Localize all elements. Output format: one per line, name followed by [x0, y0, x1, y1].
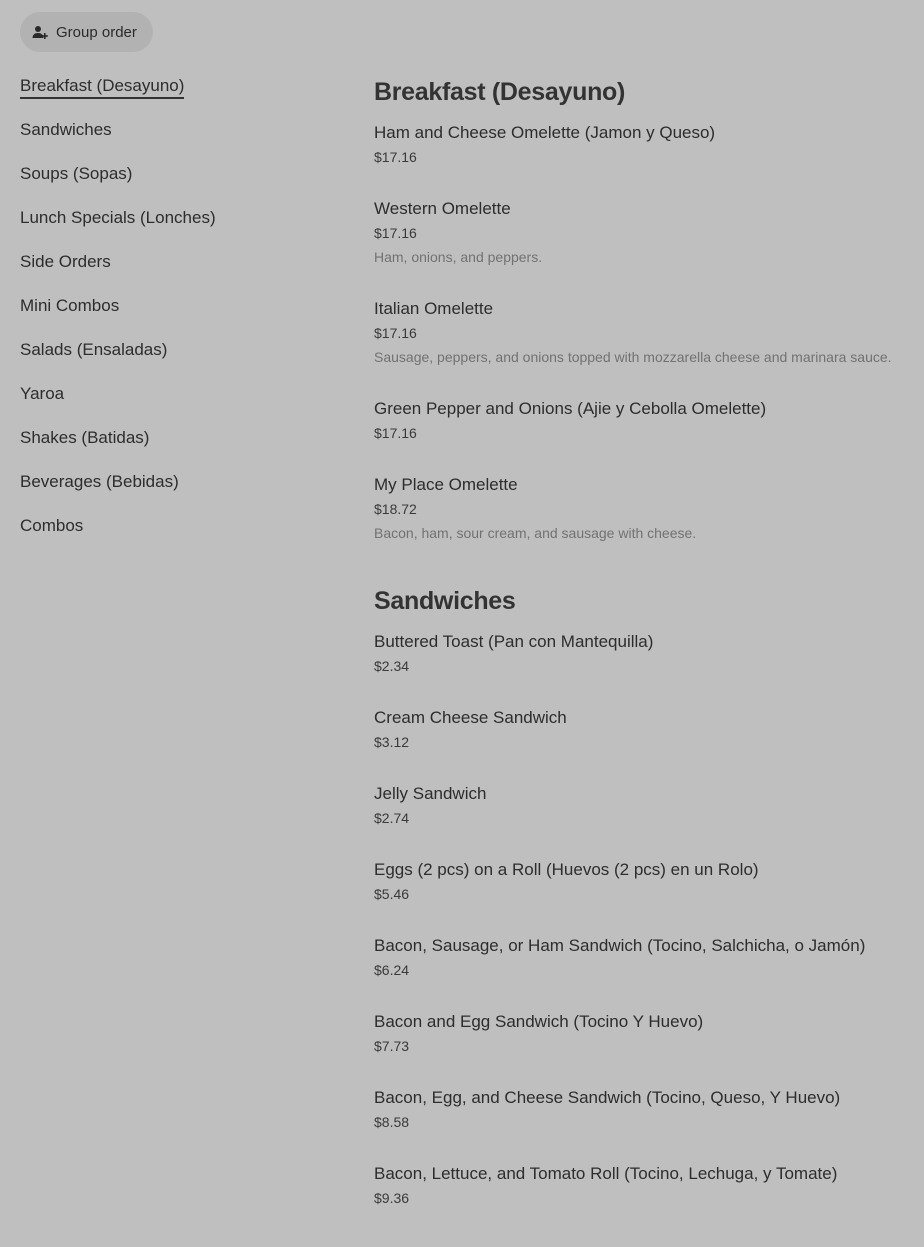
item-price: $17.16 — [374, 225, 417, 241]
menu-item[interactable] — [374, 466, 914, 543]
item-price: $2.34 — [374, 658, 410, 674]
item-price: $18.72 — [374, 501, 417, 517]
sidebar-item-shakes[interactable] — [20, 418, 340, 462]
sidebar-item-label: Side Orders — [20, 252, 111, 271]
sidebar-item-combos[interactable] — [20, 506, 340, 550]
item-name: Cream Cheese Sandwich — [374, 708, 567, 727]
item-description: Ham, onions, and peppers. — [374, 249, 543, 265]
item-price: $17.16 — [374, 149, 417, 165]
section-title: Breakfast (Desayuno) — [374, 78, 626, 106]
item-name: Eggs (2 pcs) on a Roll (Huevos (2 pcs) en un Rolo) — [374, 860, 759, 879]
sidebar-item-label: Shakes (Batidas) — [20, 428, 150, 447]
item-price: $17.16 — [374, 425, 417, 441]
sidebar-item-label: Mini Combos — [20, 296, 120, 315]
item-name: Ham and Cheese Omelette (Jamon y Queso) — [374, 123, 716, 142]
sidebar-item-label: Yaroa — [20, 384, 65, 403]
item-description: Bacon, ham, sour cream, and sausage with cheese. — [374, 525, 697, 541]
sidebar-item-label: Beverages (Bebidas) — [20, 472, 179, 491]
sidebar-item-label: Sandwiches — [20, 120, 112, 139]
menu-item[interactable] — [374, 114, 914, 167]
menu-item[interactable] — [374, 1155, 914, 1208]
sidebar-item-side-orders[interactable] — [20, 242, 340, 286]
item-name: Buttered Toast (Pan con Mantequilla) — [374, 632, 654, 651]
item-price: $6.24 — [374, 962, 410, 978]
menu-section-sandwiches — [374, 579, 914, 1208]
menu-item[interactable] — [374, 775, 914, 828]
item-price: $2.74 — [374, 810, 410, 826]
sidebar-item-label: Combos — [20, 516, 84, 535]
category-sidebar — [20, 66, 340, 550]
sidebar-item-label: Lunch Specials (Lonches) — [20, 208, 216, 227]
sidebar-item-yaroa[interactable] — [20, 374, 340, 418]
item-name: Jelly Sandwich — [374, 784, 487, 803]
item-name: Bacon, Egg, and Cheese Sandwich (Tocino, Queso, Y Huevo) — [374, 1088, 841, 1107]
item-price: $8.58 — [374, 1114, 410, 1130]
item-name: Bacon, Sausage, or Ham Sandwich (Tocino, Salchicha, o Jamón) — [374, 936, 866, 955]
menu-item[interactable] — [374, 1003, 914, 1056]
item-name: Bacon and Egg Sandwich (Tocino Y Huevo) — [374, 1012, 704, 1031]
person-add-icon — [32, 24, 48, 40]
sidebar-item-lunch-specials[interactable] — [20, 198, 340, 242]
item-name: Green Pepper and Onions (Ajie y Cebolla Omelette) — [374, 399, 767, 418]
sidebar-item-label: Soups (Sopas) — [20, 164, 133, 183]
item-name: Italian Omelette — [374, 299, 494, 318]
sidebar-item-label: Salads (Ensaladas) — [20, 340, 168, 359]
menu-item[interactable] — [374, 190, 914, 267]
menu-item[interactable] — [374, 699, 914, 752]
item-price: $17.16 — [374, 325, 417, 341]
sidebar-item-breakfast[interactable] — [20, 66, 340, 110]
menu-item[interactable] — [374, 290, 914, 367]
menu-item[interactable] — [374, 623, 914, 676]
item-name: Bacon, Lettuce, and Tomato Roll (Tocino, Lechuga, y Tomate) — [374, 1164, 838, 1183]
menu-content — [374, 70, 914, 1231]
sidebar-item-sandwiches[interactable] — [20, 110, 340, 154]
item-name: Western Omelette — [374, 199, 511, 218]
item-price: $5.46 — [374, 886, 410, 902]
menu-item[interactable] — [374, 851, 914, 904]
sidebar-item-beverages[interactable] — [20, 462, 340, 506]
group-order-button[interactable] — [20, 12, 153, 52]
menu-item[interactable] — [374, 390, 914, 443]
item-description: Sausage, peppers, and onions topped with mozzarella cheese and marinara sauce. — [374, 349, 892, 365]
item-price: $3.12 — [374, 734, 410, 750]
item-price: $7.73 — [374, 1038, 410, 1054]
menu-section-breakfast — [374, 70, 914, 543]
sidebar-item-salads[interactable] — [20, 330, 340, 374]
section-title: Sandwiches — [374, 587, 516, 615]
menu-item[interactable] — [374, 927, 914, 980]
menu-item[interactable] — [374, 1079, 914, 1132]
group-order-label: Group order — [56, 23, 137, 41]
item-name: My Place Omelette — [374, 475, 518, 494]
sidebar-item-mini-combos[interactable] — [20, 286, 340, 330]
sidebar-item-soups[interactable] — [20, 154, 340, 198]
sidebar-item-label: Breakfast (Desayuno) — [20, 76, 184, 99]
item-price: $9.36 — [374, 1190, 410, 1206]
